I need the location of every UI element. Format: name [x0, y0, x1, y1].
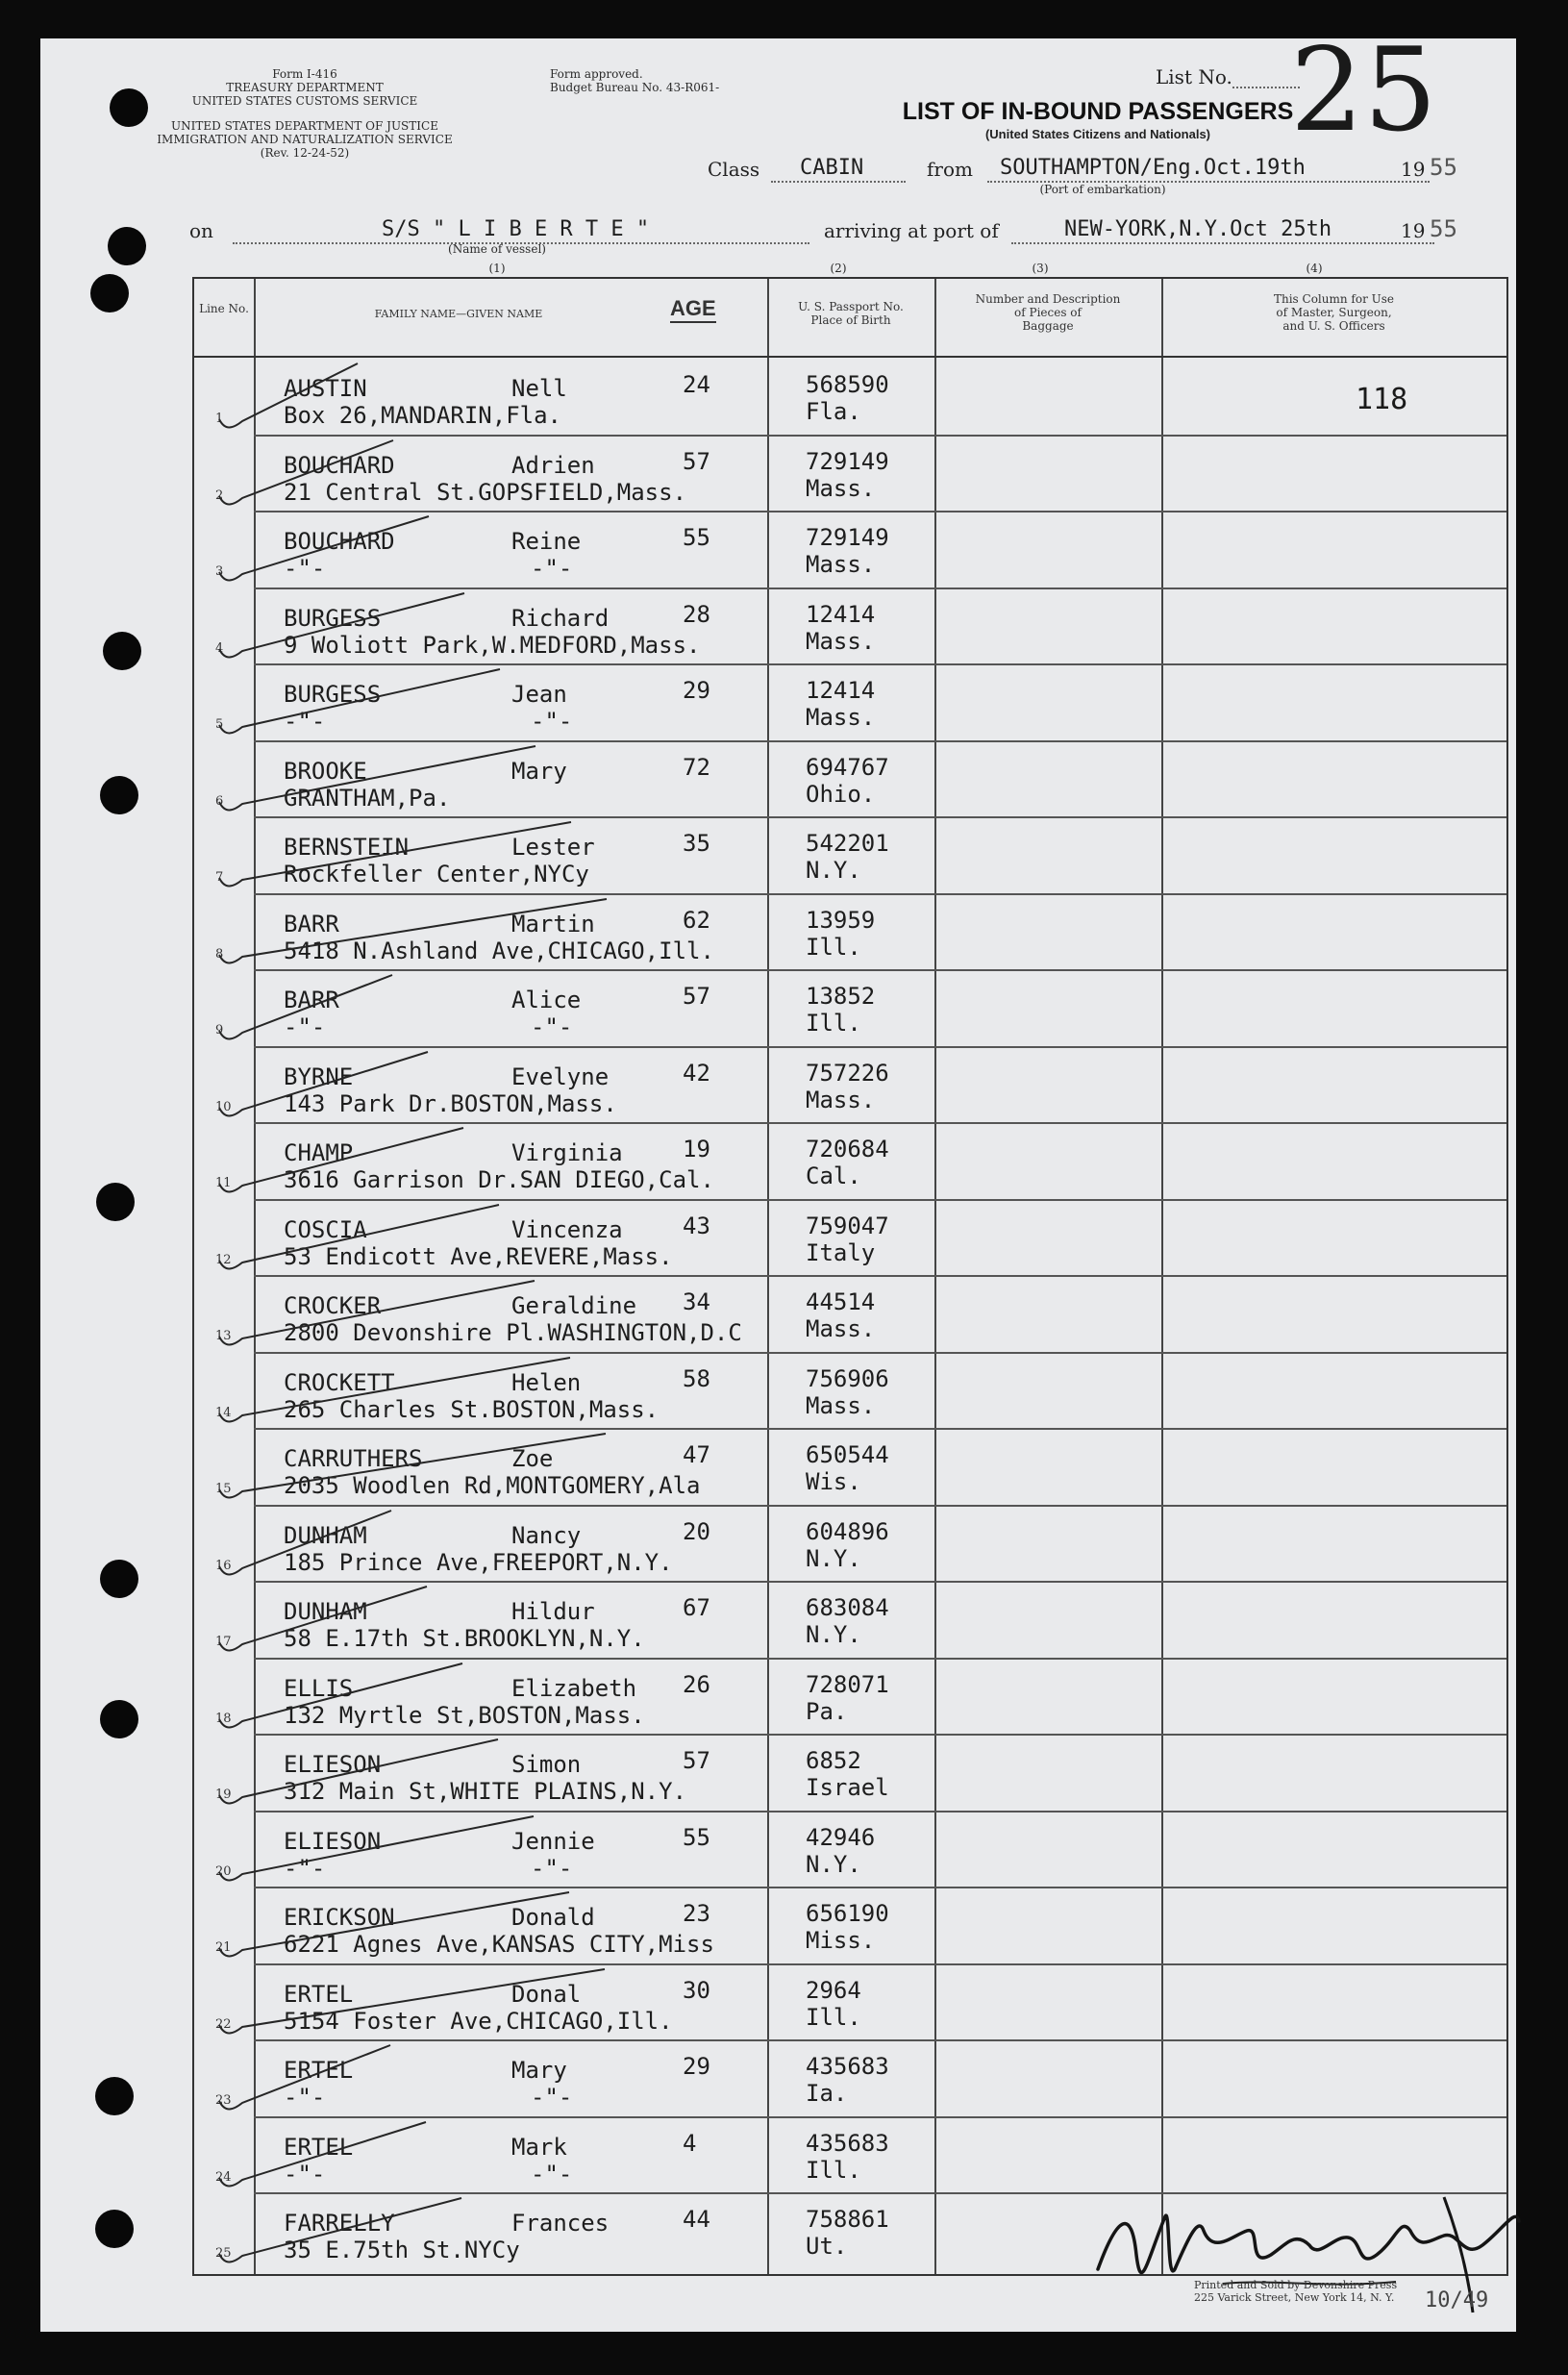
given-name-ditto: -"-: [531, 708, 573, 735]
place-of-birth: Ill.: [806, 2156, 861, 2184]
family-name: BARR: [284, 987, 339, 1013]
address: Rockfeller Center,NYCy: [284, 861, 589, 888]
table-row: [194, 1736, 1506, 1812]
header-passport-no: U. S. Passport No.: [798, 300, 904, 313]
given-name: Zoe: [511, 1445, 554, 1472]
place-of-birth: Wis.: [806, 1468, 861, 1495]
family-name: AUSTIN: [284, 375, 367, 402]
line-number: 15: [215, 1482, 232, 1496]
address: -"-: [284, 2084, 326, 2111]
check-mark-icon: [213, 1583, 713, 1660]
check-mark-icon: [213, 742, 713, 819]
line-number: 4: [215, 640, 224, 656]
list-no-label: List No.: [1156, 65, 1232, 88]
table-row: [194, 1583, 1506, 1660]
from-year-prefix: 19: [1401, 158, 1426, 181]
header-name: FAMILY NAME—GIVEN NAME: [374, 308, 543, 320]
address: 265 Charles St.BOSTON,Mass.: [284, 1395, 660, 1423]
age: 29: [683, 677, 710, 704]
binder-hole: [103, 632, 141, 670]
table-row: [194, 512, 1506, 589]
address: 5418 N.Ashland Ave,CHICAGO,Ill.: [284, 937, 714, 964]
given-name: Nell: [511, 375, 567, 402]
family-name: COSCIA: [284, 1215, 367, 1243]
binder-hole: [95, 2210, 134, 2248]
address: 6221 Agnes Ave,KANSAS CITY,Miss: [284, 1931, 714, 1958]
arriving-value: NEW-YORK,N.Y.Oct 25th: [1064, 217, 1332, 241]
given-name: Frances: [511, 2210, 610, 2237]
place-of-birth: Ut.: [806, 2233, 848, 2260]
binder-hole: [90, 274, 129, 312]
address: 2035 Woodlen Rd,MONTGOMERY,Ala: [284, 1472, 701, 1499]
table-row: [194, 1430, 1506, 1507]
header-officers-1: This Column for Use: [1273, 292, 1395, 306]
check-mark-icon: [213, 665, 713, 742]
line-number: 24: [215, 2169, 232, 2185]
place-of-birth: Ill.: [806, 1010, 861, 1037]
given-name: Jean: [511, 681, 567, 708]
family-name: DUNHAM: [284, 1521, 367, 1549]
address: 53 Endicott Ave,REVERE,Mass.: [284, 1242, 673, 1270]
place-of-birth: N.Y.: [806, 1544, 861, 1572]
place-of-birth: Ill.: [806, 933, 861, 961]
place-of-birth: Mass.: [806, 627, 876, 655]
given-name: Elizabeth: [511, 1674, 637, 1702]
address: 143 Park Dr.BOSTON,Mass.: [284, 1089, 617, 1117]
place-of-birth: N.Y.: [806, 857, 861, 884]
passport-number: 729149: [806, 524, 889, 551]
header-officers-2: of Master, Surgeon,: [1276, 306, 1392, 319]
line-number: 3: [215, 564, 224, 579]
table-row: [194, 1812, 1506, 1889]
check-mark-icon: [213, 2118, 713, 2195]
manifest-sheet: [40, 24, 1516, 2332]
passport-number: 729149: [806, 447, 889, 475]
address: -"-: [284, 555, 326, 582]
passport-number: 656190: [806, 1900, 889, 1927]
form-approved: Form approved.: [550, 67, 643, 81]
header-baggage-3: Baggage: [1022, 319, 1074, 333]
line-number: 18: [215, 1711, 232, 1726]
family-name: BURGESS: [284, 681, 382, 708]
age: 67: [683, 1594, 710, 1621]
header-age: AGE: [670, 296, 716, 323]
family-name: ELIESON: [284, 1827, 382, 1855]
header-officers-3: and U. S. Officers: [1282, 319, 1385, 333]
address: 185 Prince Ave,FREEPORT,N.Y.: [284, 1548, 673, 1576]
family-name: BURGESS: [284, 604, 382, 632]
age: 35: [683, 830, 710, 857]
check-mark-icon: [213, 589, 713, 666]
place-of-birth: Fla.: [806, 398, 861, 425]
given-name-ditto: -"-: [531, 2084, 573, 2111]
place-of-birth: Miss.: [806, 1927, 876, 1954]
age: 57: [683, 447, 710, 475]
given-name: Reine: [511, 528, 582, 555]
table-row: [194, 589, 1506, 666]
given-name: Helen: [511, 1368, 582, 1396]
address: GRANTHAM,Pa.: [284, 784, 451, 812]
check-mark-icon: [213, 360, 713, 437]
given-name-ditto: -"-: [531, 1013, 573, 1040]
given-name: Mary: [511, 2057, 567, 2084]
address: -"-: [284, 708, 326, 735]
given-name: Donal: [511, 1980, 582, 2008]
header-baggage-1: Number and Description: [975, 292, 1121, 306]
address: -"-: [284, 2160, 326, 2188]
age: 44: [683, 2206, 710, 2233]
passport-number: 720684: [806, 1136, 889, 1162]
age: 26: [683, 1670, 710, 1698]
place-of-birth: Mass.: [806, 1315, 876, 1342]
check-mark-icon: [213, 2194, 713, 2271]
family-name: CROCKETT: [284, 1368, 395, 1396]
check-mark-icon: [213, 2041, 713, 2118]
passport-number: 759047: [806, 1212, 889, 1239]
family-name: BROOKE: [284, 757, 367, 785]
check-mark-icon: [213, 1660, 713, 1737]
arr-year-prefix: 19: [1401, 219, 1426, 242]
line-number: 5: [215, 717, 224, 732]
given-name: Lester: [511, 834, 595, 861]
line-number: 2: [215, 488, 224, 503]
binder-hole: [100, 776, 138, 814]
class-value: CABIN: [800, 156, 864, 180]
passport-number: 756906: [806, 1364, 889, 1392]
place-of-birth: N.Y.: [806, 1850, 861, 1878]
address: 35 E.75th St.NYCy: [284, 2237, 520, 2263]
age: 57: [683, 983, 710, 1010]
table-row: [194, 1048, 1506, 1125]
address: 21 Central St.GOPSFIELD,Mass.: [284, 478, 687, 506]
age: 24: [683, 371, 710, 398]
given-name: Mark: [511, 2133, 567, 2161]
binder-hole: [100, 1560, 138, 1598]
class-line: [771, 181, 906, 183]
family-name: DUNHAM: [284, 1598, 367, 1625]
table-row: [194, 2041, 1506, 2118]
age: 72: [683, 753, 710, 781]
col-num-4: (4): [1306, 262, 1323, 275]
place-of-birth: Mass.: [806, 1391, 876, 1419]
header-baggage: [934, 292, 1161, 333]
passport-number: 2964: [806, 1976, 861, 2004]
given-name: Simon: [511, 1751, 582, 1778]
line-number: 6: [215, 793, 224, 809]
family-name: CHAMP: [284, 1139, 354, 1166]
check-mark-icon: [213, 437, 713, 513]
passport-number: 757226: [806, 1059, 889, 1087]
passport-number: 758861: [806, 2206, 889, 2233]
age: 57: [683, 1747, 710, 1774]
passport-number: 6852: [806, 1747, 861, 1774]
passport-number: 650544: [806, 1441, 889, 1468]
passport-number: 435683: [806, 2053, 889, 2080]
address: 58 E.17th St.BROOKLYN,N.Y.: [284, 1625, 645, 1652]
line-number: 12: [215, 1252, 232, 1267]
address: 2800 Devonshire Pl.WASHINGTON,D.C: [284, 1319, 742, 1346]
family-name: CROCKER: [284, 1292, 382, 1319]
check-mark-icon: [213, 971, 713, 1048]
table-row: [194, 971, 1506, 1048]
given-name: Virginia: [511, 1139, 623, 1166]
family-name: ELLIS: [284, 1674, 354, 1702]
given-name: Richard: [511, 604, 610, 632]
family-name: BOUCHARD: [284, 451, 395, 479]
family-name: BOUCHARD: [284, 528, 395, 555]
address: 5154 Foster Ave,CHICAGO,Ill.: [284, 2007, 673, 2035]
binder-hole: [95, 2077, 134, 2115]
given-name-ditto: -"-: [531, 555, 573, 582]
age: 20: [683, 1517, 710, 1545]
check-mark-icon: [213, 1507, 713, 1584]
approval-block: [550, 67, 742, 94]
age: 34: [683, 1288, 710, 1315]
check-mark-icon: [213, 1354, 713, 1431]
family-name: FARRELLY: [284, 2210, 395, 2237]
place-of-birth: N.Y.: [806, 1621, 861, 1648]
age: 55: [683, 524, 710, 551]
family-name: ERTEL: [284, 2057, 354, 2084]
line-number: 8: [215, 946, 224, 962]
line-number: 10: [215, 1099, 232, 1114]
printer-credit-1: Printed and Sold by Devonshire Press: [1194, 2279, 1398, 2291]
place-of-birth: Mass.: [806, 1086, 876, 1113]
passenger-table: [192, 277, 1508, 2276]
family-name: BERNSTEIN: [284, 834, 410, 861]
age: 43: [683, 1212, 710, 1239]
address: 3616 Garrison Dr.SAN DIEGO,Cal.: [284, 1166, 714, 1193]
dept-justice: UNITED STATES DEPARTMENT OF JUSTICE: [171, 119, 438, 133]
line-number: 7: [215, 870, 224, 885]
port-embark-label: (Port of embarkation): [1039, 183, 1166, 196]
vessel-label: (Name of vessel): [448, 242, 546, 256]
line-number: 19: [215, 1788, 232, 1802]
check-mark-icon: [213, 818, 713, 895]
place-of-birth: Mass.: [806, 551, 876, 578]
place-of-birth: Israel: [806, 1774, 889, 1801]
header-officers: [1161, 292, 1506, 333]
passport-number: 694767: [806, 753, 889, 781]
table-row: [194, 818, 1506, 895]
family-name: ERTEL: [284, 1980, 354, 2008]
place-of-birth: Pa.: [806, 1697, 848, 1725]
budget-bureau: Budget Bureau No. 43-R061-: [550, 81, 720, 94]
from-value: SOUTHAMPTON/Eng.Oct.19th: [1000, 156, 1306, 180]
family-name: ERICKSON: [284, 1904, 395, 1931]
given-name: Vincenza: [511, 1215, 623, 1243]
line-number: 20: [215, 1863, 232, 1879]
given-name: Jennie: [511, 1827, 595, 1855]
line-number: 14: [215, 1405, 232, 1420]
passport-number: 44514: [806, 1288, 876, 1315]
given-name: Geraldine: [511, 1292, 637, 1319]
header-passport: [767, 300, 934, 327]
col-num-3: (3): [1032, 262, 1049, 275]
line-number: 16: [215, 1558, 232, 1573]
check-mark-icon: [213, 512, 713, 589]
check-mark-icon: [213, 895, 713, 972]
place-of-birth: Italy: [806, 1238, 876, 1266]
on-label: on: [189, 219, 213, 242]
given-name: Evelyne: [511, 1062, 610, 1090]
list-no-value: 25: [1290, 24, 1437, 158]
table-row: [194, 360, 1506, 437]
passport-number: 568590: [806, 371, 889, 398]
table-row: [194, 895, 1506, 972]
form-subtitle: (United States Citizens and Nationals): [984, 127, 1211, 141]
table-row: [194, 1124, 1506, 1201]
col-num-1: (1): [488, 262, 506, 275]
binder-hole: [108, 227, 146, 265]
dept-treasury: TREASURY DEPARTMENT: [226, 81, 384, 94]
given-name: Martin: [511, 910, 595, 938]
arriving-line: [1011, 242, 1434, 244]
passport-number: 604896: [806, 1517, 889, 1545]
check-mark-icon: [213, 1430, 713, 1507]
check-mark-icon: [213, 1124, 713, 1201]
given-name-ditto: -"-: [531, 2160, 573, 2188]
table-row: [194, 1888, 1506, 1965]
arriving-label: arriving at port of: [824, 219, 999, 242]
header-birth: Place of Birth: [810, 313, 891, 327]
age: 58: [683, 1364, 710, 1392]
table-row: [194, 1660, 1506, 1737]
check-mark-icon: [213, 1812, 713, 1889]
check-mark-icon: [213, 1277, 713, 1354]
check-mark-icon: [213, 1048, 713, 1125]
check-mark-icon: [213, 1201, 713, 1278]
given-name: Mary: [511, 757, 567, 785]
passport-number: 12414: [806, 600, 876, 628]
vessel-value: S/S " L I B E R T E ": [382, 217, 650, 241]
age: 47: [683, 1441, 710, 1468]
table-row: [194, 437, 1506, 513]
passport-number: 13959: [806, 906, 876, 934]
form-agency-block: [185, 67, 425, 108]
given-name: Donald: [511, 1904, 595, 1931]
arr-year: 55: [1430, 215, 1457, 242]
place-of-birth: Ia.: [806, 2080, 848, 2107]
line-number: 25: [215, 2246, 232, 2261]
table-row: [194, 742, 1506, 819]
address: Box 26,MANDARIN,Fla.: [284, 402, 561, 429]
place-of-birth: Ill.: [806, 2003, 861, 2031]
form-number: Form I-416: [272, 67, 337, 81]
age: 55: [683, 1823, 710, 1851]
header-line-no: Line No.: [199, 302, 249, 315]
given-name: Adrien: [511, 451, 595, 479]
line-number: 17: [215, 1635, 232, 1649]
age: 42: [683, 1059, 710, 1087]
from-label: from: [927, 158, 973, 181]
passport-number: 42946: [806, 1823, 876, 1851]
age: 4: [683, 2129, 697, 2157]
age: 62: [683, 906, 710, 934]
binder-hole: [100, 1700, 138, 1738]
given-name: Nancy: [511, 1521, 582, 1549]
given-name: Hildur: [511, 1598, 595, 1625]
given-name-ditto: -"-: [531, 1854, 573, 1882]
address: 132 Myrtle St,BOSTON,Mass.: [284, 1701, 645, 1729]
binder-hole: [96, 1183, 135, 1221]
age: 29: [683, 2053, 710, 2080]
line-number: 22: [215, 2016, 232, 2032]
form-title: LIST OF IN-BOUND PASSENGERS: [902, 98, 1294, 125]
dept-customs: UNITED STATES CUSTOMS SERVICE: [191, 94, 418, 108]
class-label: Class: [708, 158, 760, 181]
family-name: ELIESON: [284, 1751, 382, 1778]
place-of-birth: Ohio.: [806, 780, 876, 808]
passport-number: 12414: [806, 677, 876, 704]
place-of-birth: Mass.: [806, 704, 876, 731]
table-row: [194, 1201, 1506, 1278]
col-num-2: (2): [830, 262, 847, 275]
check-mark-icon: [213, 1888, 713, 1965]
table-row: [194, 1354, 1506, 1431]
line-number: 9: [215, 1023, 224, 1038]
address: 312 Main St,WHITE PLAINS,N.Y.: [284, 1778, 687, 1805]
passport-number: 13852: [806, 983, 876, 1010]
family-name: BARR: [284, 910, 339, 938]
passport-number: 728071: [806, 1670, 889, 1698]
table-row: [194, 665, 1506, 742]
table-row: [194, 1965, 1506, 2042]
family-name: CARRUTHERS: [284, 1445, 423, 1472]
form-agency-block-2: [141, 119, 468, 160]
age: 23: [683, 1900, 710, 1927]
check-mark-icon: [213, 1965, 713, 2042]
table-row: [194, 1277, 1506, 1354]
passport-number: 683084: [806, 1594, 889, 1621]
place-of-birth: Mass.: [806, 474, 876, 502]
form-revision: (Rev. 12-24-52): [260, 146, 350, 160]
address: 9 Woliott Park,W.MEDFORD,Mass.: [284, 631, 701, 659]
table-row: [194, 1507, 1506, 1584]
check-mark-icon: [213, 1736, 713, 1812]
family-name: ERTEL: [284, 2133, 354, 2161]
printer-credit-2: 225 Varick Street, New York 14, N. Y.: [1194, 2291, 1395, 2304]
address: -"-: [284, 1013, 326, 1040]
passport-number: 435683: [806, 2129, 889, 2157]
age: 28: [683, 600, 710, 628]
officer-note: 118: [1356, 383, 1408, 416]
dept-immigration: IMMIGRATION AND NATURALIZATION SERVICE: [157, 133, 453, 146]
printer-date: 10/49: [1425, 2288, 1489, 2312]
line-number: 1: [215, 412, 224, 426]
place-of-birth: Cal.: [806, 1162, 861, 1189]
age: 30: [683, 1976, 710, 2004]
line-number: 23: [215, 2093, 232, 2108]
family-name: BYRNE: [284, 1062, 354, 1090]
given-name: Alice: [511, 987, 582, 1013]
header-baggage-2: of Pieces of: [1014, 306, 1082, 319]
line-number: 11: [215, 1176, 232, 1190]
address: -"-: [284, 1854, 326, 1882]
from-year: 55: [1430, 154, 1457, 181]
line-number: 13: [215, 1329, 232, 1343]
age: 19: [683, 1136, 710, 1162]
passport-number: 542201: [806, 830, 889, 857]
line-number: 21: [215, 1940, 232, 1955]
